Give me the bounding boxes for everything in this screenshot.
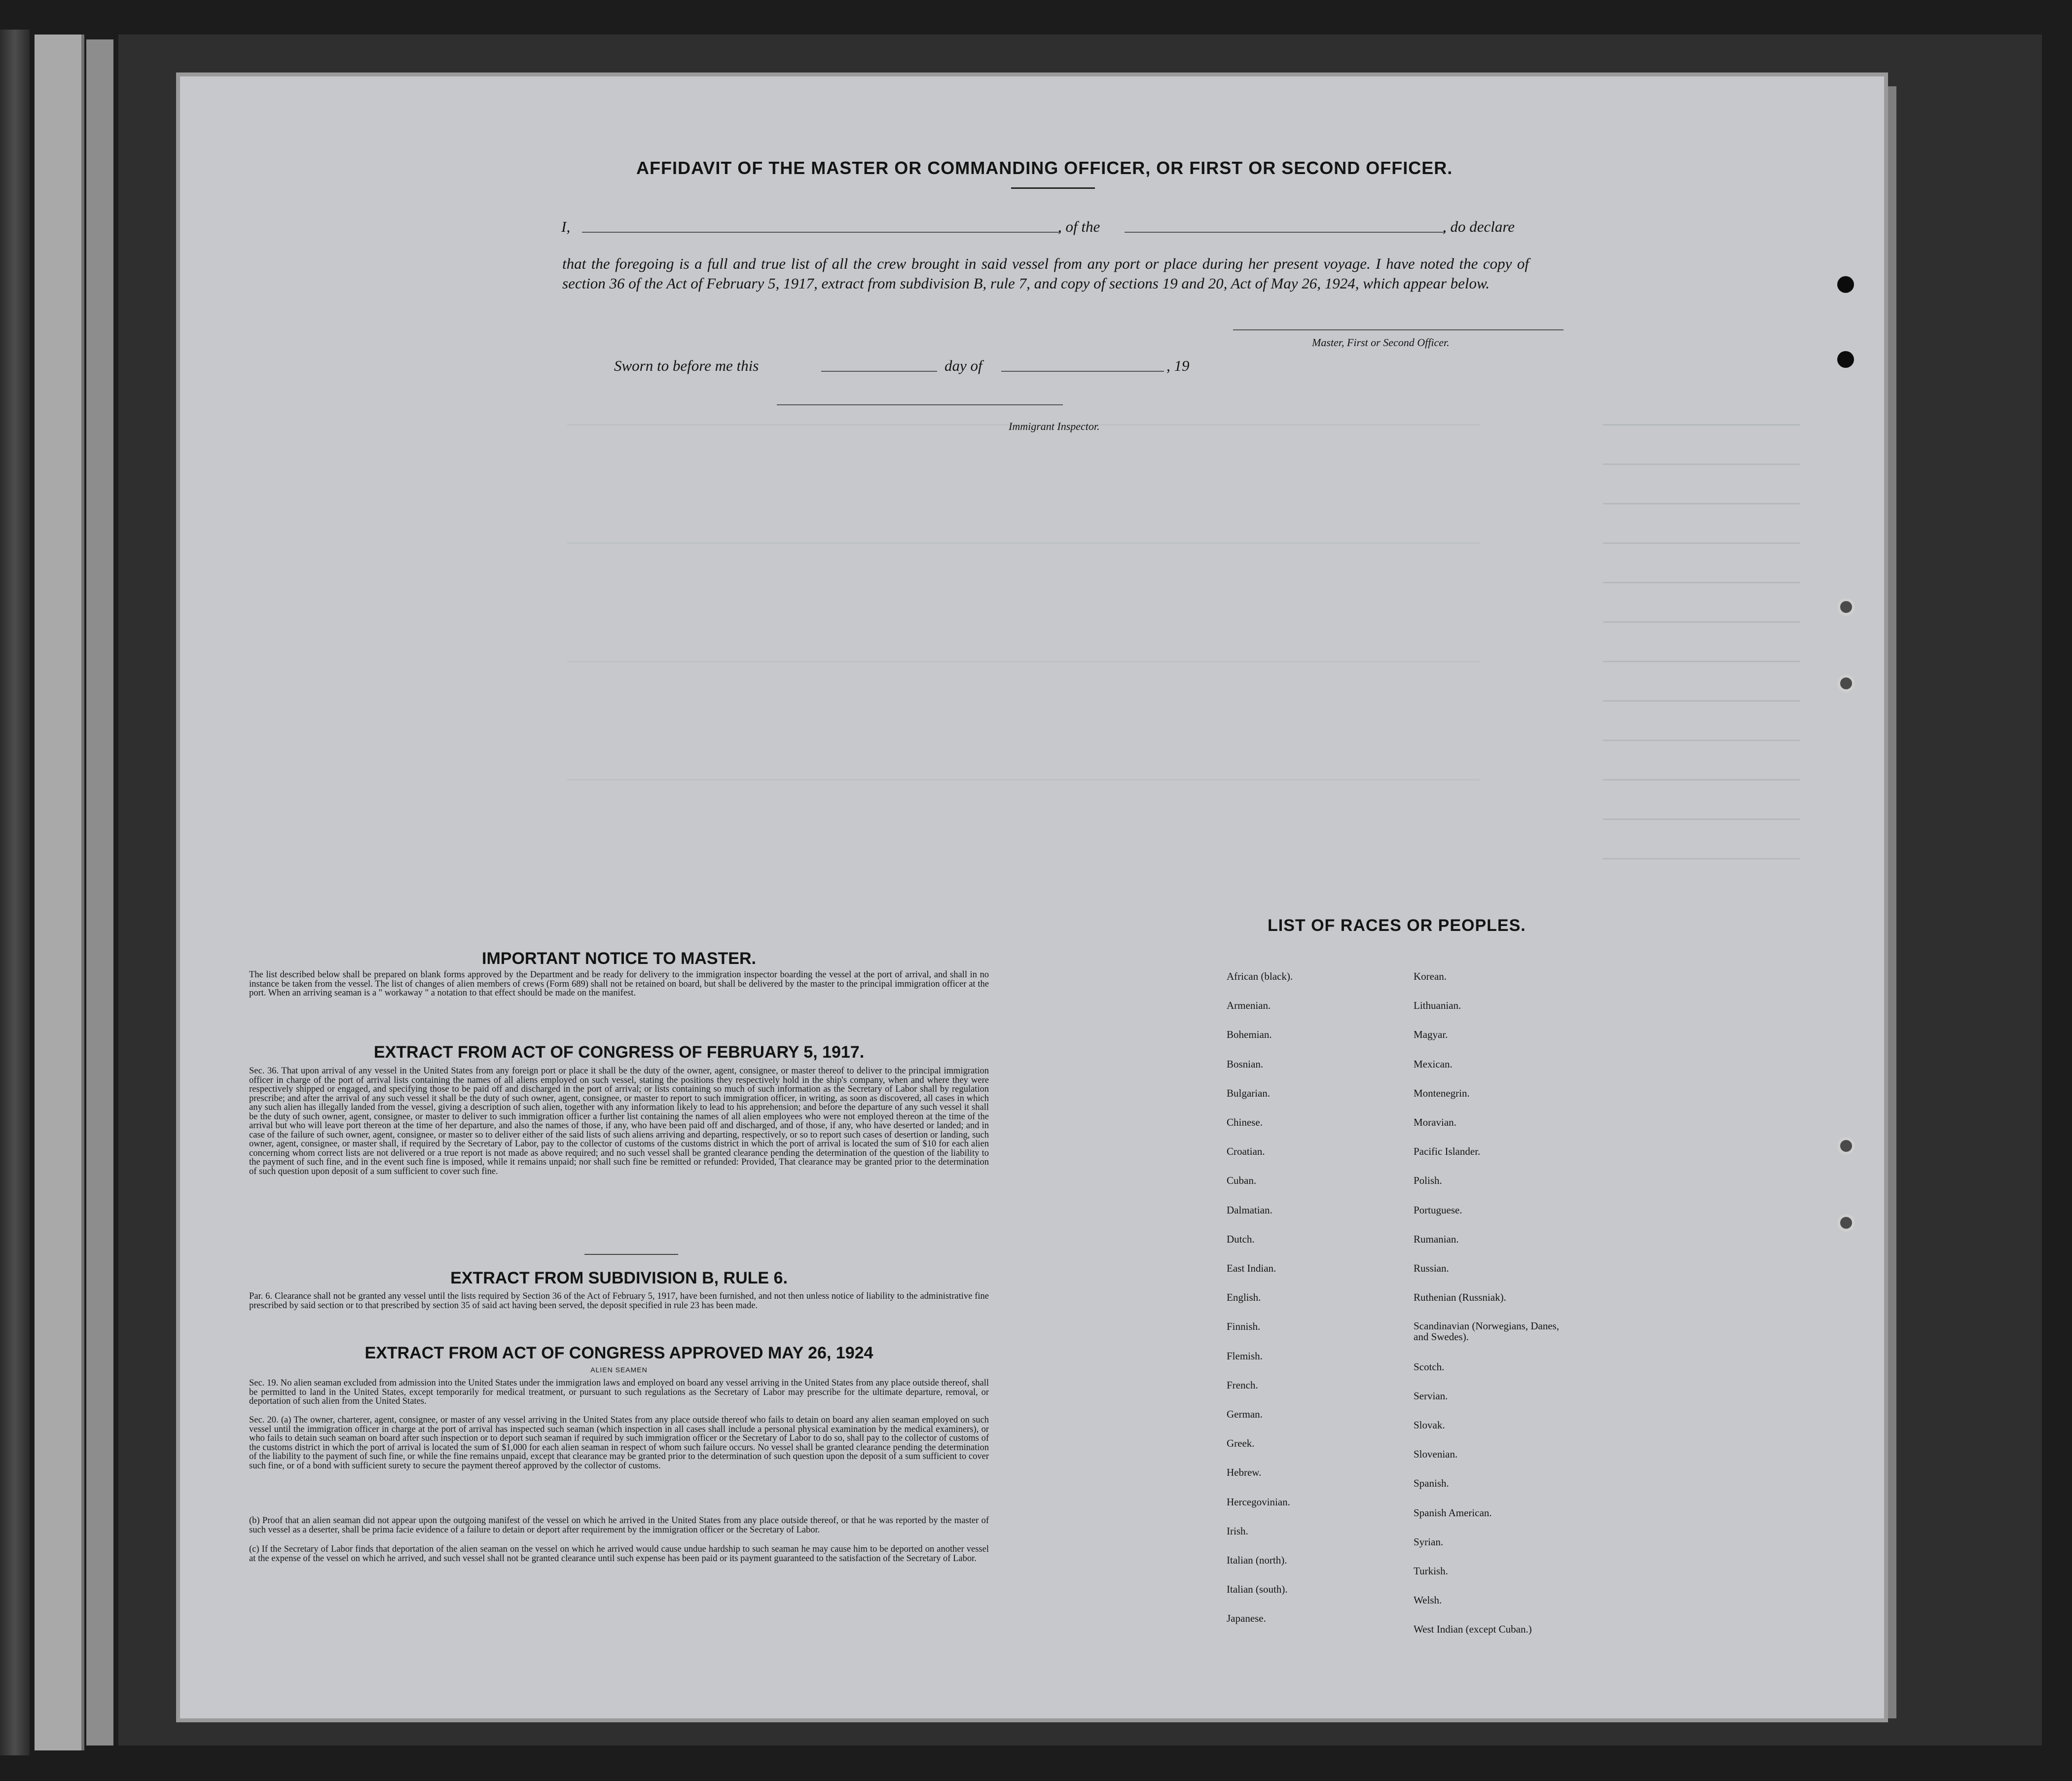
race-item: West Indian (except Cuban.) <box>1414 1623 1532 1636</box>
sworn-label: Sworn to before me this <box>614 357 759 374</box>
race-item: Spanish. <box>1414 1477 1449 1490</box>
binder-strip <box>35 35 84 1750</box>
affidavit-title: AFFIDAVIT OF THE MASTER OR COMMANDING OFFICER, OR FIRST OR SECOND OFFICER. <box>636 158 1453 178</box>
race-item: English. <box>1227 1291 1261 1304</box>
master-signature-line[interactable] <box>1233 329 1563 330</box>
race-item: Chinese. <box>1227 1116 1263 1128</box>
punch-hole <box>1837 276 1854 293</box>
sworn-month-line[interactable] <box>1001 371 1164 372</box>
race-item: Bosnian. <box>1227 1058 1264 1070</box>
race-item: Korean. <box>1414 970 1447 982</box>
race-item: Armenian. <box>1227 999 1271 1012</box>
race-item: Irish. <box>1227 1525 1248 1537</box>
race-item: Pacific Islander. <box>1414 1145 1481 1158</box>
race-item: Spanish American. <box>1414 1506 1492 1519</box>
race-item: German. <box>1227 1408 1263 1420</box>
race-item: Greek. <box>1227 1437 1255 1450</box>
race-item: Scandinavian (Norwegians, Danes, and Swedes). <box>1414 1320 1560 1343</box>
race-item: Portuguese. <box>1414 1204 1462 1216</box>
race-item: Mexican. <box>1414 1058 1453 1070</box>
master-signature-label: Master, First or Second Officer. <box>1312 336 1450 349</box>
extract-rule6-text: Par. 6. Clearance shall not be granted any vessel until the lists required by Section 36 of the Act of February 5, 1917, have been furnished, and not then unless notice of liability to the administrative fine prescribed by said section or to that prescribed by section 35 of said act having been served, the deposit specified in rule 23 has been made. <box>249 1291 989 1311</box>
race-item: Polish. <box>1414 1175 1442 1187</box>
extract-1924-title: EXTRACT FROM ACT OF CONGRESS APPROVED MAY 26, 1924 <box>364 1344 873 1362</box>
affidavit-body: that the foregoing is a full and true list of all the crew brought in said vessel from any port or place during her present voyage. I have noted the copy of section 36 of the Act of February 5, 1917, extract from subdivision B, rule 7, and copy of sections 19 and 20, Act of May 26, 1924, which appear below. <box>562 255 1529 292</box>
race-item: Servian. <box>1414 1389 1448 1402</box>
race-item: Bohemian. <box>1227 1029 1272 1041</box>
race-item: Cuban. <box>1227 1175 1257 1187</box>
race-item: Scotch. <box>1414 1360 1445 1373</box>
race-item: Japanese. <box>1227 1612 1266 1625</box>
race-item: Lithuanian. <box>1414 999 1461 1012</box>
declare-label: , do declare <box>1443 218 1515 235</box>
title-rule <box>1011 187 1095 189</box>
race-item: Syrian. <box>1414 1535 1444 1548</box>
year-label: , 19 <box>1166 357 1190 374</box>
sec20b-text: (b) Proof that an alien seaman did not appear upon the outgoing manifest of the vessel on which he arrived in the United States from any place outside thereof, or that he was reported by the master of such vessel as a deserter, shall be prima facie evidence of a failure to detain or deport after requirement by the immigration officer or the Secretary of Labor. <box>249 1516 989 1535</box>
race-item: Montenegrin. <box>1414 1087 1470 1099</box>
day-of-label: day of <box>945 357 982 374</box>
race-item: Slovak. <box>1414 1419 1445 1431</box>
punch-hole <box>1837 1137 1855 1155</box>
notice-text: The list described below shall be prepared on blank forms approved by the Department and be ready for delivery to the immigration inspector boarding the vessel at the port of arrival, and shall in no instance be taken from the vessel. The list of changes of alien members of crews (Form 689) shall not be retained on board, but shall be delivered by the master to the principal immigration officer at the port. When an arriving seaman is a " workaway " a notation to that effect should be made on the manifest. <box>249 970 989 998</box>
race-item: African (black). <box>1227 970 1293 982</box>
punch-hole <box>1837 1214 1855 1232</box>
races-title: LIST OF RACES OR PEOPLES. <box>1268 916 1526 935</box>
sec19-text: Sec. 19. No alien seaman excluded from admission into the United States under the immigration laws and employed on board any vessel arriving in the United States from any place outside thereof, shall be permitted to land in the United States, except temporarily for medical treatment, or pursuant to such regulations as the Secretary of Labor may prescribe for the ultimate departure, removal, or deportation of such alien from the United States. <box>249 1378 989 1406</box>
vessel-label: , of the <box>1058 218 1100 235</box>
race-item: French. <box>1227 1379 1258 1391</box>
page-edge <box>1884 86 1896 1718</box>
race-item: Welsh. <box>1414 1594 1442 1606</box>
race-item: Italian (south). <box>1227 1583 1288 1596</box>
sworn-day-line[interactable] <box>821 371 937 372</box>
binder-strip <box>86 39 113 1745</box>
binder-edge <box>0 30 30 1755</box>
race-item: Dutch. <box>1227 1233 1255 1245</box>
race-item: Bulgarian. <box>1227 1087 1271 1099</box>
race-item: Italian (north). <box>1227 1554 1287 1566</box>
extract-rule6-title: EXTRACT FROM SUBDIVISION B, RULE 6. <box>450 1269 788 1287</box>
inspector-signature-label: Immigrant Inspector. <box>1009 420 1100 432</box>
notice-title: IMPORTANT NOTICE TO MASTER. <box>482 949 756 968</box>
inspector-signature-line[interactable] <box>777 404 1063 405</box>
race-item: Hercegovinian. <box>1227 1496 1290 1508</box>
extract-1917-title: EXTRACT FROM ACT OF CONGRESS OF FEBRUARY 5, 1917. <box>373 1043 865 1062</box>
race-item: Turkish. <box>1414 1565 1448 1577</box>
race-item: Croatian. <box>1227 1145 1265 1158</box>
extract-1924-subtitle: ALIEN SEAMEN <box>590 1366 648 1374</box>
race-item: Moravian. <box>1414 1116 1456 1128</box>
sec20c-text: (c) If the Secretary of Labor finds that deportation of the alien seaman on the vessel on which he arrived would cause undue hardship to such seaman he may cause him to be deported on another vessel at the expense of the vessel on which he arrived, and such vessel shall not be granted clearance until such expense has been paid or its payment guaranteed to the satisfaction of the Secretary of Labor. <box>249 1544 989 1564</box>
extract-1917-text: Sec. 36. That upon arrival of any vessel in the United States from any foreign port or place it shall be the duty of the owner, agent, consignee, or master thereof to deliver to the principal immigration officer in charge of the port of arrival lists containing the names of all aliens employed on such vessel, stating the positions they respectively hold in the ship's company, when and where they were respectively shipped or engaged, and specifying those to be paid off and discharged in the port of arrival; or lists containing so much of such information as the Secretary of Labor shall by regulation prescribe; and after the arrival of any such vessel it shall be the duty of such owner, agent, consignee, or master to report to such immigration officer, in writing, as soon as discovered, all cases in which any such alien has illegally landed from the vessel, giving a description of such alien, together with any information likely to lead to his apprehension; and before the departure of any such vessel it shall be the duty of such owner, agent, consignee, or master to deliver to such immigration officer a further list containing the names of all alien employees who were not employed thereon at the time of the arrival but who will leave port thereon at the time of her departure, and also the names of those, if any, who have been paid off and discharged, and of those, if any, who have deserted or landed; and in case of the failure of such owner, agent, consignee, or master so to deliver either of the said lists of such aliens arriving and departing, respectively, or so to report such cases of desertion or landing, such owner, agent, consignee, or master shall, if required by the Secretary of Labor, pay to the collector of customs of the customs district in which the port of arrival is located the sum of $10 for each alien concerning whom correct lists are not delivered or a true report is not made as above required; and no such vessel shall be granted clearance pending the determination of the question of the liability to the payment of such fine, and in the event such fine is imposed, while it remains unpaid; nor shall such fine be remitted or refunded: Provided, That clearance may be granted prior to the determination of such question upon deposit of a sum sufficient to cover such fine. <box>249 1066 989 1176</box>
race-item: Magyar. <box>1414 1029 1448 1041</box>
race-item: Hebrew. <box>1227 1466 1262 1479</box>
punch-hole <box>1837 598 1855 616</box>
race-item: Rumanian. <box>1414 1233 1459 1245</box>
race-item: Finnish. <box>1227 1320 1261 1333</box>
declarant-name-line[interactable] <box>582 232 1060 233</box>
race-item: Dalmatian. <box>1227 1204 1272 1216</box>
race-item: Flemish. <box>1227 1350 1263 1362</box>
manifest-page <box>180 76 1884 1718</box>
vessel-name-line[interactable] <box>1125 232 1445 233</box>
sec20a-text: Sec. 20. (a) The owner, charterer, agent, consignee, or master of any vessel arriving in the United States from any place outside thereof who fails to detain on board any alien seaman employed on such vessel until the immigration officer in charge at the port of arrival has inspected such seaman (which inspection in all cases shall include a personal physical examination by the medical examiners), or who fails to detain such seaman on board after such inspection or to deport such seaman if required by such immigration officer or the Secretary of Labor to do so, shall pay to the collector of customs of the customs district in which the port of arrival is located the sum of $1,000 for each alien seaman in respect of whom such failure occurs. No vessel shall be granted clearance pending the determination of the liability to the payment of such fine, or while the fine remains unpaid, except that clearance may be granted prior to the determination of such question upon the deposit of a sum sufficient to cover such fine, or of a bond with sufficient surety to secure the payment thereof approved by the collector of customs. <box>249 1415 989 1471</box>
declarant-label: I, <box>561 218 571 235</box>
punch-hole <box>1837 351 1854 368</box>
race-item: Russian. <box>1414 1262 1449 1274</box>
race-item: East Indian. <box>1227 1262 1276 1274</box>
section-divider <box>584 1254 678 1255</box>
punch-hole <box>1837 675 1855 692</box>
race-item: Ruthenian (Russniak). <box>1414 1291 1506 1304</box>
race-item: Slovenian. <box>1414 1448 1458 1460</box>
